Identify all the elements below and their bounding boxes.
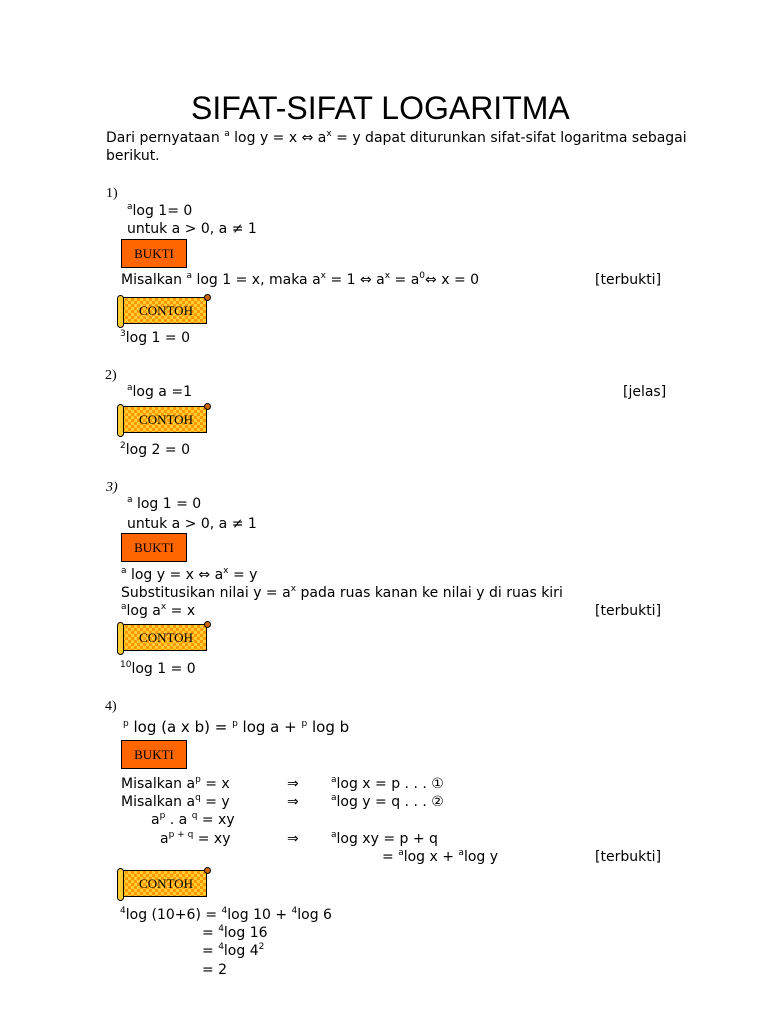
implies-arrow-2: ⇒ [287,794,299,810]
section-1-example: $^3$log 1 = 0 [120,329,190,346]
implies-arrow-3: ⇒ [287,831,299,847]
proof-row-4-right: $^a$log xy = p + q [331,830,438,847]
section-1-proof: Misalkan $^a$ log 1 = x, maka $a^x = 1$ ⇔ $a^x$ = $a^0\Leftrightarrow$ x = 0 [121,271,480,288]
proof-row-5: = $^a$log x + $^a$log y [382,848,499,865]
section-3-condition: untuk a > 0, a ≠ 1 [127,516,257,532]
bukti-label-1: BUKTI [121,239,187,268]
section-2-number: 2) [105,368,117,383]
example-4-line-4: = 2 [202,962,228,978]
section-3-line-2: Substitusikan nilai $y = a^x$ pada ruas kanan ke nilai y di ruas kiri [121,584,563,601]
example-4-line-1: $^4$log (10+6) = $^4$log 10 + $^4$log 6 [120,906,332,923]
contoh-label-4: CONTOH [117,867,211,901]
section-4-number: 4) [105,699,117,714]
jelas-mark: [jelas] [623,384,667,400]
terbukti-mark-1: [terbukti] [595,272,662,288]
section-1-condition: untuk a > 0, a ≠ 1 [127,221,257,237]
section-4-statement: $^p$ log (a x b) = $^p$ log a + $^p$ log b [123,718,350,736]
terbukti-mark-3: [terbukti] [595,603,662,619]
contoh-label-2: CONTOH [117,403,211,437]
example-4-line-2: = $^4$log 16 [202,924,268,941]
section-3-example: $^{10}$log 1 = 0 [120,660,196,677]
proof-row-2-right: $^a$log y = q . . . ② [331,793,444,810]
proof-row-4-left: $a^{p + q}$ = xy [160,830,231,847]
contoh-label-3: CONTOH [117,621,211,655]
example-4-line-3: = $^4$log $4^2$ [202,942,265,959]
bukti-label-3: BUKTI [121,533,187,562]
implies-arrow-1: ⇒ [287,776,299,792]
proof-row-2-left: Misalkan $a^q = y$ [121,793,230,810]
section-3-statement: $^a$ log 1 = 0 [127,495,202,512]
section-3-line-1: $^a$ log y = x ⇔ $a^x = y$ [121,566,258,583]
page-title: SIFAT-SIFAT LOGARITMA [191,90,570,126]
proof-row-1-right: $^a$log x = p . . . ① [331,775,444,792]
section-2-example: $^2$log 2 = 0 [120,441,190,458]
section-1-statement: $^a$log 1= 0 [127,202,193,219]
proof-row-1-left: Misalkan $a^p = x$ [121,775,230,792]
bukti-label-4: BUKTI [121,740,187,769]
section-3-line-3: $^a$log $a^x = x$ [121,602,196,619]
terbukti-mark-4: [terbukti] [595,849,662,865]
section-1-number: 1) [106,186,118,201]
intro-line-2: berikut. [106,148,160,164]
proof-row-3: $a^p$ . a $^q$ = xy [151,811,235,828]
section-2-statement: $^a$log a =1 [127,383,192,400]
intro-line-1: Dari pernyataan $^a$ log y = x ⇔ $a^x = y$ dapat diturunkan sifat-sifat logaritma sebagai [106,129,687,146]
section-3-number: 3) [106,480,118,495]
contoh-label-1: CONTOH [117,294,211,328]
